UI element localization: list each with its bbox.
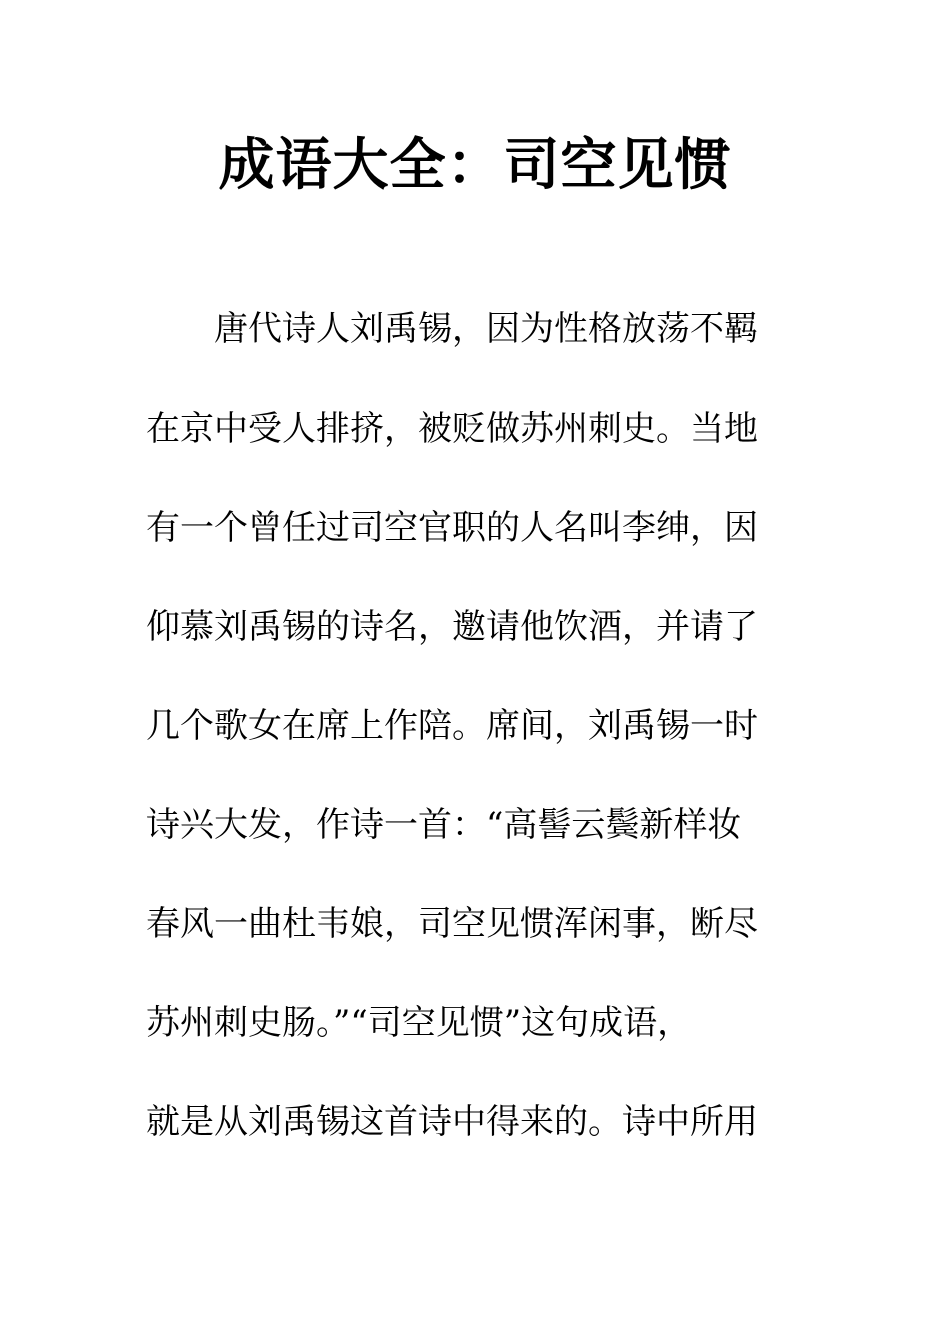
paragraph-line-2: 在京中受人排挤，被贬做苏州刺史。当地 — [146, 409, 758, 449]
paragraph-line-6: 诗兴大发，作诗一首：“高髻云鬓新样妆 — [146, 805, 742, 845]
paragraph-line-8: 苏州刺史肠。”“司空见惯”这句成语， — [146, 1003, 692, 1043]
paragraph-line-7: 春风一曲杜韦娘，司空见惯浑闲事，断尽 — [146, 904, 758, 944]
page-title: 成语大全：司空见惯 — [218, 133, 732, 198]
paragraph-line-9: 就是从刘禹锡这首诗中得来的。诗中所用 — [146, 1102, 758, 1142]
paragraph-line-1: 唐代诗人刘禹锡，因为性格放荡不羁 — [146, 309, 758, 349]
paragraph-line-3: 有一个曾任过司空官职的人名叫李绅，因 — [146, 508, 758, 548]
paragraph-line-5: 几个歌女在席上作陪。席间，刘禹锡一时 — [146, 706, 758, 746]
paragraph-line-4: 仰慕刘禹锡的诗名，邀请他饮酒，并请了 — [146, 607, 758, 647]
